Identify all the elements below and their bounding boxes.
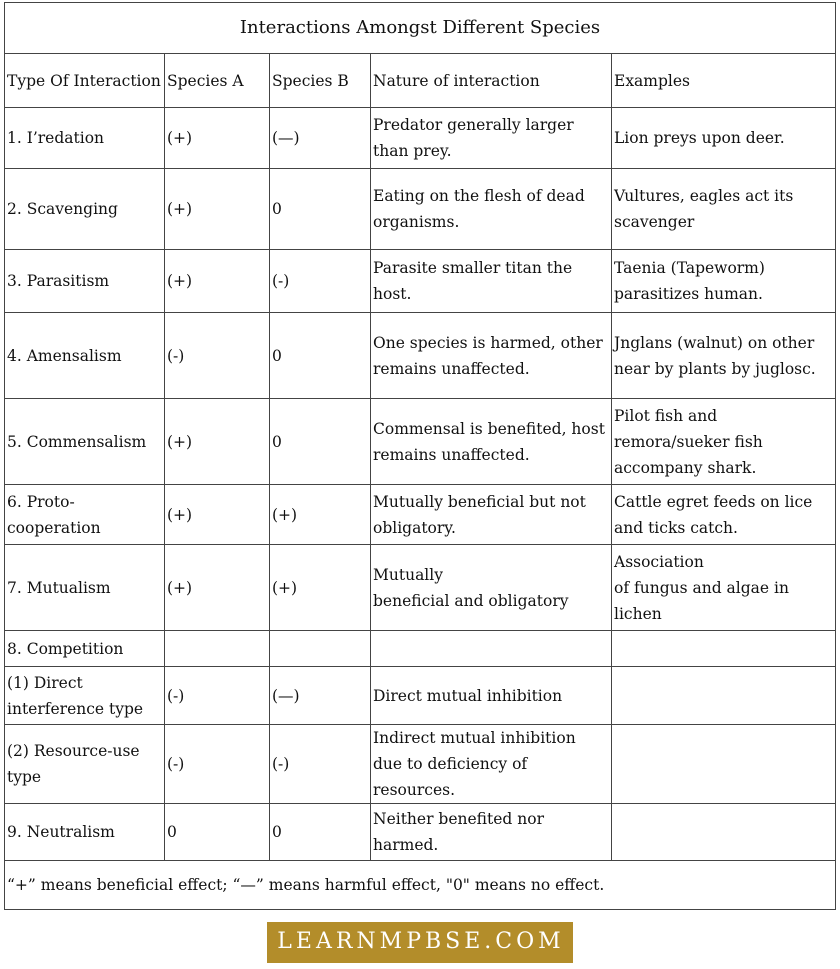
type-cell: 7. Mutualism <box>5 545 165 631</box>
nature-cell: Parasite smaller titan the host. <box>371 250 612 313</box>
type-cell: 3. Parasitism <box>5 250 165 313</box>
type-cell: 9. Neutralism <box>5 804 165 861</box>
table-row <box>5 804 836 861</box>
header-examples: Examples <box>612 54 836 108</box>
site-logo: LEARNMPBSE.COM <box>267 922 572 963</box>
nature-cell: Indirect mutual inhibition due to deficiency of resources. <box>371 725 612 804</box>
species-b-cell: (-) <box>270 250 371 313</box>
brand-area <box>0 922 840 963</box>
table-row <box>5 169 836 250</box>
species-b-cell: 0 <box>270 399 371 485</box>
table-row <box>5 545 836 631</box>
header-species-b: Species B <box>270 54 371 108</box>
table-row <box>5 631 836 667</box>
table-row <box>5 108 836 169</box>
type-cell: (2) Resource-use type <box>5 725 165 804</box>
species-b-cell: (+) <box>270 545 371 631</box>
example-cell: Cattle egret feeds on lice and ticks catch. <box>612 485 836 545</box>
species-a-cell: (+) <box>165 485 270 545</box>
example-cell: Vultures, eagles act its scavenger <box>612 169 836 250</box>
type-cell: 4. Amensalism <box>5 313 165 399</box>
example-cell: Lion preys upon deer. <box>612 108 836 169</box>
table-row <box>5 485 836 545</box>
species-a-cell <box>165 631 270 667</box>
nature-cell: Predator generally larger than prey. <box>371 108 612 169</box>
nature-cell: Mutually beneficial but not obligatory. <box>371 485 612 545</box>
table-row <box>5 250 836 313</box>
example-cell: Pilot fish and remora/sueker fish accompany shark. <box>612 399 836 485</box>
type-cell: 6. Proto-cooperation <box>5 485 165 545</box>
type-cell: (1) Direct interference type <box>5 667 165 725</box>
table-row <box>5 399 836 485</box>
type-cell: 2. Scavenging <box>5 169 165 250</box>
table-title: Interactions Amongst Different Species <box>5 3 836 54</box>
species-a-cell: (-) <box>165 667 270 725</box>
species-a-cell: (+) <box>165 250 270 313</box>
species-a-cell: (+) <box>165 108 270 169</box>
type-cell: 8. Competition <box>5 631 165 667</box>
table-row <box>5 313 836 399</box>
example-cell <box>612 631 836 667</box>
table-row <box>5 667 836 725</box>
type-cell: 1. I’redation <box>5 108 165 169</box>
species-b-cell: (—) <box>270 108 371 169</box>
species-a-cell: (+) <box>165 169 270 250</box>
nature-cell <box>371 631 612 667</box>
example-cell <box>612 725 836 804</box>
species-b-cell: (+) <box>270 485 371 545</box>
type-cell: 5. Commensalism <box>5 399 165 485</box>
nature-cell: One species is harmed, other remains unaffected. <box>371 313 612 399</box>
header-species-a: Species A <box>165 54 270 108</box>
species-a-cell: (-) <box>165 725 270 804</box>
species-b-cell: 0 <box>270 313 371 399</box>
footnote: “+” means beneficial effect; “—” means harmful effect, "0" means no effect. <box>5 861 836 910</box>
nature-cell: Commensal is benefited, host remains unaffected. <box>371 399 612 485</box>
nature-cell: Neither benefited nor harmed. <box>371 804 612 861</box>
nature-cell: Mutually beneficial and obligatory <box>371 545 612 631</box>
species-a-cell: (+) <box>165 399 270 485</box>
example-cell: Jnglans (walnut) on other near by plants by juglosc. <box>612 313 836 399</box>
species-a-cell: (+) <box>165 545 270 631</box>
example-cell <box>612 804 836 861</box>
nature-cell: Direct mutual inhibition <box>371 667 612 725</box>
header-nature: Nature of interaction <box>371 54 612 108</box>
example-cell: Association of fungus and algae in lichen <box>612 545 836 631</box>
example-cell: Taenia (Tapeworm) parasitizes human. <box>612 250 836 313</box>
species-b-cell: 0 <box>270 804 371 861</box>
table-row <box>5 725 836 804</box>
species-a-cell: (-) <box>165 313 270 399</box>
header-type: Type Of Interaction <box>5 54 165 108</box>
interactions-table <box>4 2 836 910</box>
species-b-cell: (—) <box>270 667 371 725</box>
nature-cell: Eating on the flesh of dead organisms. <box>371 169 612 250</box>
example-cell <box>612 667 836 725</box>
species-b-cell <box>270 631 371 667</box>
species-b-cell: (-) <box>270 725 371 804</box>
species-b-cell: 0 <box>270 169 371 250</box>
species-a-cell: 0 <box>165 804 270 861</box>
